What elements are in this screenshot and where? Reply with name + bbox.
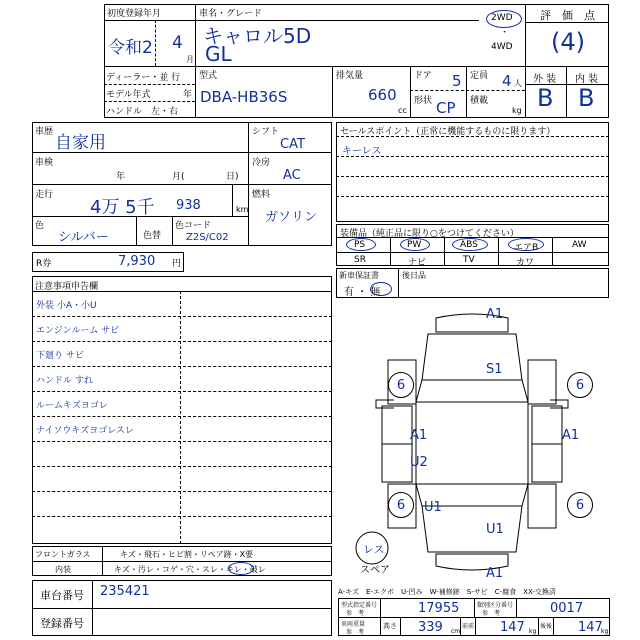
doors: 5 bbox=[452, 72, 462, 90]
yen-unit: 円 bbox=[172, 259, 182, 269]
equip-leather: カワ bbox=[516, 258, 535, 268]
drive-2wd: 2WD bbox=[491, 13, 513, 23]
capacity-label: 定員 bbox=[470, 71, 489, 81]
recycle-label: R券 bbox=[36, 259, 52, 269]
name-grade-label: 車名・グレード bbox=[199, 9, 263, 19]
sales-item: キーレス bbox=[342, 146, 382, 157]
warranty-after-label: 後日品 bbox=[402, 271, 426, 280]
shift-value: CAT bbox=[280, 137, 305, 152]
ac-value: AC bbox=[283, 168, 301, 183]
reg-label: 登録番号 bbox=[40, 617, 84, 630]
note-item: ハンドル すれ bbox=[36, 376, 93, 386]
interior-sure-circle bbox=[228, 562, 254, 575]
displacement-label: 排気量 bbox=[336, 71, 364, 81]
inspection-label: 車検 bbox=[35, 158, 54, 168]
warranty-new-label: 新車保証書 bbox=[339, 271, 379, 280]
displacement: 660 bbox=[368, 86, 397, 104]
model-code: DBA-HB36S bbox=[200, 88, 288, 106]
month-unit: 月 bbox=[186, 55, 194, 64]
notes-label: 注意事項申告欄 bbox=[35, 282, 99, 292]
capacity-unit: 人 bbox=[514, 79, 522, 88]
cat-value: 0017 bbox=[550, 601, 584, 616]
mileage-label: 走行 bbox=[35, 190, 54, 200]
interior-grade: B bbox=[578, 84, 595, 112]
equip-ps: PS bbox=[354, 240, 366, 250]
diag-right-rear-tire: 6 bbox=[567, 492, 593, 518]
color-value: シルバー bbox=[58, 230, 109, 245]
rear-weight-kg: kg bbox=[601, 628, 609, 635]
equip-pw: PW bbox=[407, 240, 422, 250]
note-item: 下廻り サビ bbox=[36, 351, 84, 361]
drive-4wd: 4WD bbox=[491, 42, 513, 52]
recycle-amount: 7,930 bbox=[118, 254, 156, 269]
diag-spare-mark: レス bbox=[363, 543, 385, 556]
kg-unit: kg bbox=[512, 106, 522, 115]
diag-right-front-tire: 6 bbox=[567, 372, 593, 398]
diag-front-top: A1 bbox=[486, 307, 504, 322]
mileage-big: 4万 5千 bbox=[90, 197, 155, 218]
cc-unit: cc bbox=[398, 106, 407, 115]
pub-value: 17955 bbox=[418, 601, 460, 616]
weight-sub: 参 考 bbox=[346, 629, 365, 636]
interior-options: キズ・汚レ・コゲ・穴・スレ・キレ・破レ bbox=[114, 565, 266, 574]
diag-spare-label: スペア bbox=[360, 565, 390, 576]
cat-sub: 参 考 bbox=[482, 610, 501, 617]
diag-hood: S1 bbox=[486, 362, 503, 377]
door-label: ドア bbox=[414, 71, 432, 81]
exterior-label: 外 装 bbox=[533, 74, 557, 85]
shift-label: シフト bbox=[252, 127, 280, 137]
height-value: 339 bbox=[418, 620, 443, 635]
diag-left-side: A1 bbox=[410, 428, 428, 443]
sales-frame bbox=[336, 122, 609, 222]
diag-trunk: U1 bbox=[486, 522, 504, 537]
warranty-value: 有 ・ 無 bbox=[344, 287, 381, 298]
cat-label: 類別区分番号 bbox=[477, 602, 514, 609]
drive-dot: ・ bbox=[500, 28, 510, 38]
front-glass-label: フロントガラス bbox=[35, 550, 91, 559]
ac-label: 冷房 bbox=[252, 158, 271, 168]
diag-right-side: A1 bbox=[562, 428, 580, 443]
shape-label: 形状 bbox=[414, 96, 433, 106]
eval-score: (4) bbox=[551, 28, 585, 56]
body-type: 自家用 bbox=[55, 133, 106, 153]
equip-airbag: エアB bbox=[514, 243, 539, 253]
height-cm: cm bbox=[451, 628, 461, 635]
car-grade: GL bbox=[205, 42, 232, 66]
front-weight-label: 前前 bbox=[462, 623, 475, 630]
recycle-frame bbox=[32, 252, 184, 272]
type-label: 型式 bbox=[199, 71, 218, 81]
year-unit: 年 bbox=[183, 90, 193, 100]
handle-label: ハンドル 左・右 bbox=[106, 107, 179, 117]
front-glass-options: キズ・飛石・ヒビ割・リペア跡・X要 bbox=[120, 550, 254, 559]
exterior-grade: B bbox=[537, 84, 554, 112]
diag-left-front-tire: 6 bbox=[388, 372, 414, 398]
fuel-value: ガソリン bbox=[265, 210, 318, 225]
sales-label: セールスポイント（正常に機能するものに限ります） bbox=[340, 127, 556, 137]
interior-label: 内 装 bbox=[575, 74, 599, 85]
pub-sub: 参 考 bbox=[346, 610, 365, 617]
fuel-label: 燃料 bbox=[252, 190, 271, 200]
first-reg-label: 初度登録年月 bbox=[107, 9, 162, 19]
note-item: ルームキズヨゴレ bbox=[36, 401, 108, 411]
reg-era: 令和2 bbox=[108, 38, 153, 58]
note-item: エンジンルーム サビ bbox=[36, 326, 120, 336]
equip-tv: TV bbox=[463, 255, 475, 265]
equipment-label: 装備品（純正品に限り○をつけてください） bbox=[340, 229, 519, 239]
color-code-label: 色コード bbox=[175, 221, 212, 231]
color-label: 色 bbox=[35, 221, 45, 231]
rear-weight-label: 後後 bbox=[540, 623, 553, 630]
equip-abs: ABS bbox=[460, 240, 478, 250]
weight-label: 車両重量 bbox=[341, 621, 366, 628]
front-weight-kg: kg bbox=[529, 628, 537, 635]
reg-month: 4 bbox=[172, 33, 183, 53]
diag-left-side2: U2 bbox=[410, 455, 428, 470]
insp-year-unit: 年 bbox=[116, 172, 126, 182]
equip-aw: AW bbox=[572, 240, 587, 250]
diag-left-rear-u: U1 bbox=[424, 500, 442, 515]
note-item: 外装 小A・小U bbox=[36, 301, 97, 311]
equip-navi: ナビ bbox=[408, 258, 427, 268]
eval-label: 評 価 点 bbox=[540, 9, 595, 22]
km-unit: km bbox=[236, 205, 249, 214]
note-item: ナイソウキズヨゴレスレ bbox=[36, 426, 134, 436]
insp-day-unit: 日) bbox=[226, 172, 239, 182]
load-label: 積載 bbox=[470, 96, 489, 106]
front-weight: 147 bbox=[500, 620, 525, 635]
lot-label: 車台番号 bbox=[40, 589, 84, 602]
diag-left-rear-tire: 6 bbox=[388, 492, 414, 518]
car-name: キャロル5D bbox=[203, 24, 312, 48]
capacity: 4 bbox=[502, 72, 512, 90]
mileage-small: 938 bbox=[176, 198, 201, 213]
body-type-label: 車歴 bbox=[35, 127, 54, 137]
rear-weight: 147 bbox=[578, 620, 603, 635]
shape: CP bbox=[436, 99, 456, 117]
height-label: 高さ bbox=[383, 622, 397, 630]
pub-label: 型式指定番号 bbox=[341, 602, 378, 609]
diag-rear-bottom: A1 bbox=[486, 566, 504, 581]
equip-sr: SR bbox=[354, 255, 366, 265]
lot-number: 235421 bbox=[100, 584, 150, 599]
insp-month-unit: 月( bbox=[172, 172, 185, 182]
dealer-label: ディーラー・並 行 bbox=[106, 73, 181, 83]
interior-cond-label: 内装 bbox=[55, 565, 71, 574]
color-code: Z2S/C02 bbox=[186, 232, 229, 243]
color-swap-label: 色替 bbox=[143, 231, 162, 241]
damage-legend: A-キズ E-エクボ U-凹み W-補修跡 S-サビ C-腐食 XX-交換済 bbox=[338, 588, 556, 596]
model-year-label: モデル年式 bbox=[106, 90, 151, 100]
